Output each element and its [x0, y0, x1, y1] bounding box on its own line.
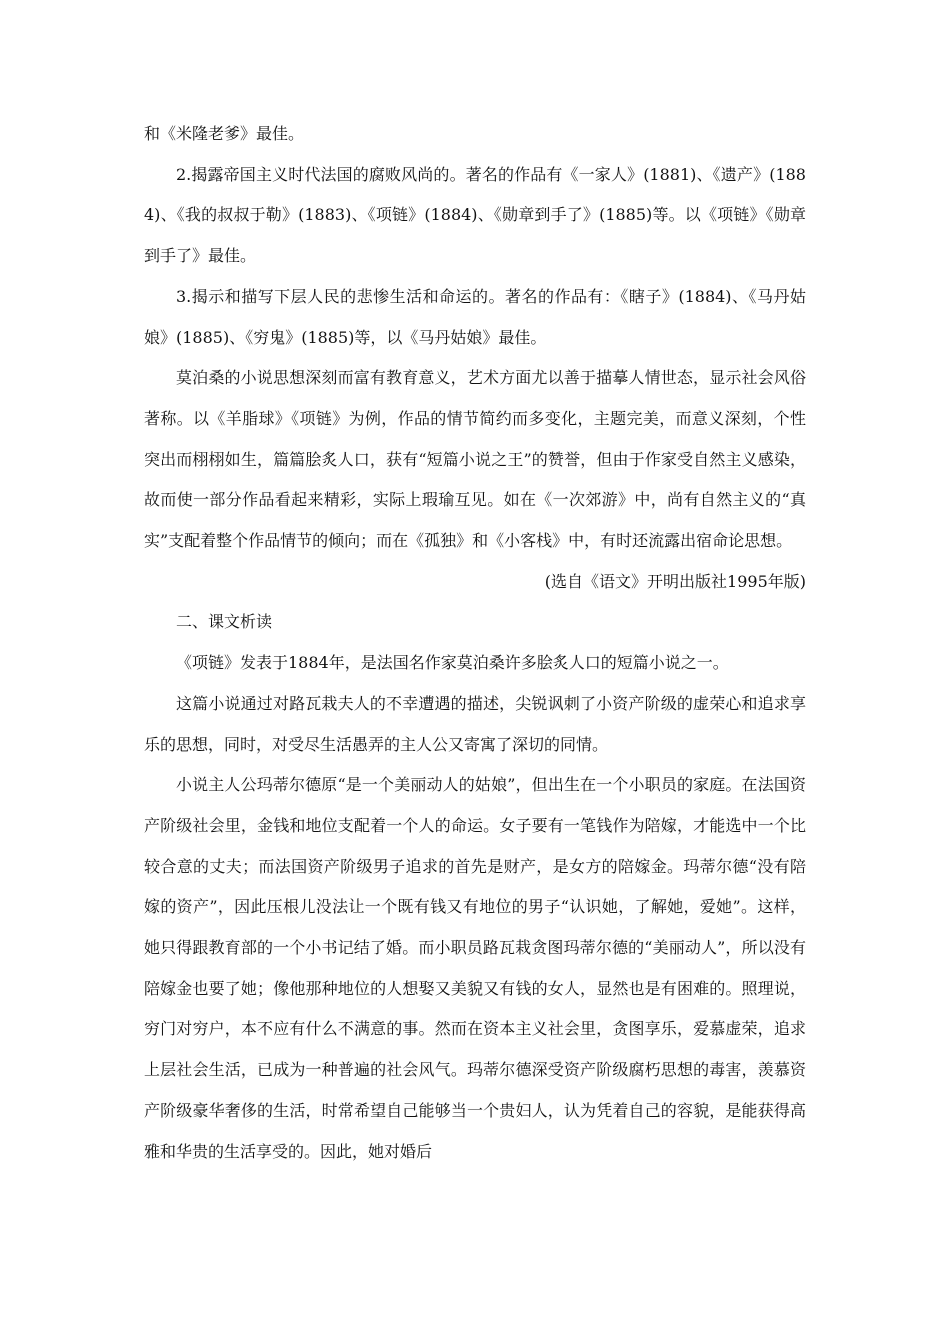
- paragraph-analysis: 小说主人公玛蒂尔德原“是一个美丽动人的姑娘”，但出生在一个小职员的家庭。在法国资产阶级社会里，金钱和地位支配着一个人的命运。女子要有一笔钱作为陪嫁，才能选中一个比较合意的丈夫；而法国资产阶级男子追求的首先是财产，是女方的陪嫁金。玛蒂尔德“没有陪嫁的资产”，因此压根儿没法让一个既有钱又有地位的男子“认识她，了解她，爱她”。这样，她只得跟教育部的一个小书记结了婚。而小职员路瓦栽贪图玛蒂尔德的“美丽动人”，所以没有陪嫁金也要了她；像他那种地位的人想娶又美貌又有钱的女人，显然也是有困难的。照理说，穷门对穷户，本不应有什么不满意的事。然而在资本主义社会里，贪图享乐，爱慕虚荣，追求上层社会生活，已成为一种普遍的社会风气。玛蒂尔德深受资产阶级腐朽思想的毒害，羡慕资产阶级豪华奢侈的生活，时常希望自己能够当一个贵妇人，认为凭着自己的容貌，是能获得高雅和华贵的生活享受的。因此，她对婚后: [144, 775, 806, 1161]
- section-heading: 二、课文析读: [176, 612, 273, 632]
- document-body: [144, 114, 806, 1172]
- paragraph-item-3: 3.揭示和描写下层人民的悲惨生活和命运的。著名的作品有：《瞎子》(1884)、《马丹姑娘》(1885)、《穷鬼》(1885)等，以《马丹姑娘》最佳。: [144, 286, 806, 347]
- paragraph-intro: 《项链》发表于1884年，是法国名作家莫泊桑许多脍炙人口的短篇小说之一。: [176, 653, 729, 673]
- paragraph-item-2: 2.揭露帝国主义时代法国的腐败风尚的。著名的作品有《一家人》(1881)、《遗产》(1884)、《我的叔叔于勒》(1883)、《项链》(1884)、《勋章到手了》(1885)等。以《项链》《勋章到手了》最佳。: [144, 164, 806, 266]
- paragraph-theme: 这篇小说通过对路瓦栽夫人的不幸遭遇的描述，尖锐讽刺了小资产阶级的虚荣心和追求享乐的思想，同时，对受尽生活愚弄的主人公又寄寓了深切的同情。: [144, 693, 806, 754]
- paragraph-critique: 莫泊桑的小说思想深刻而富有教育意义，艺术方面尤以善于描摹人情世态，显示社会风俗著称。以《羊脂球》《项链》为例，作品的情节简约而多变化，主题完美，而意义深刻，个性突出而栩栩如生，篇篇脍炙人口，获有“短篇小说之王”的赞誉，但由于作家受自然主义感染，故而使一部分作品看起来精彩，实际上瑕瑜互见。如在《一次郊游》中，尚有自然主义的“真实”支配着整个作品情节的倾向；而在《孤独》和《小客栈》中，有时还流露出宿命论思想。: [144, 368, 806, 551]
- paragraph-continuation: 和《米隆老爹》最佳。: [144, 124, 305, 143]
- source-citation: (选自《语文》开明出版社1995年版): [544, 571, 806, 591]
